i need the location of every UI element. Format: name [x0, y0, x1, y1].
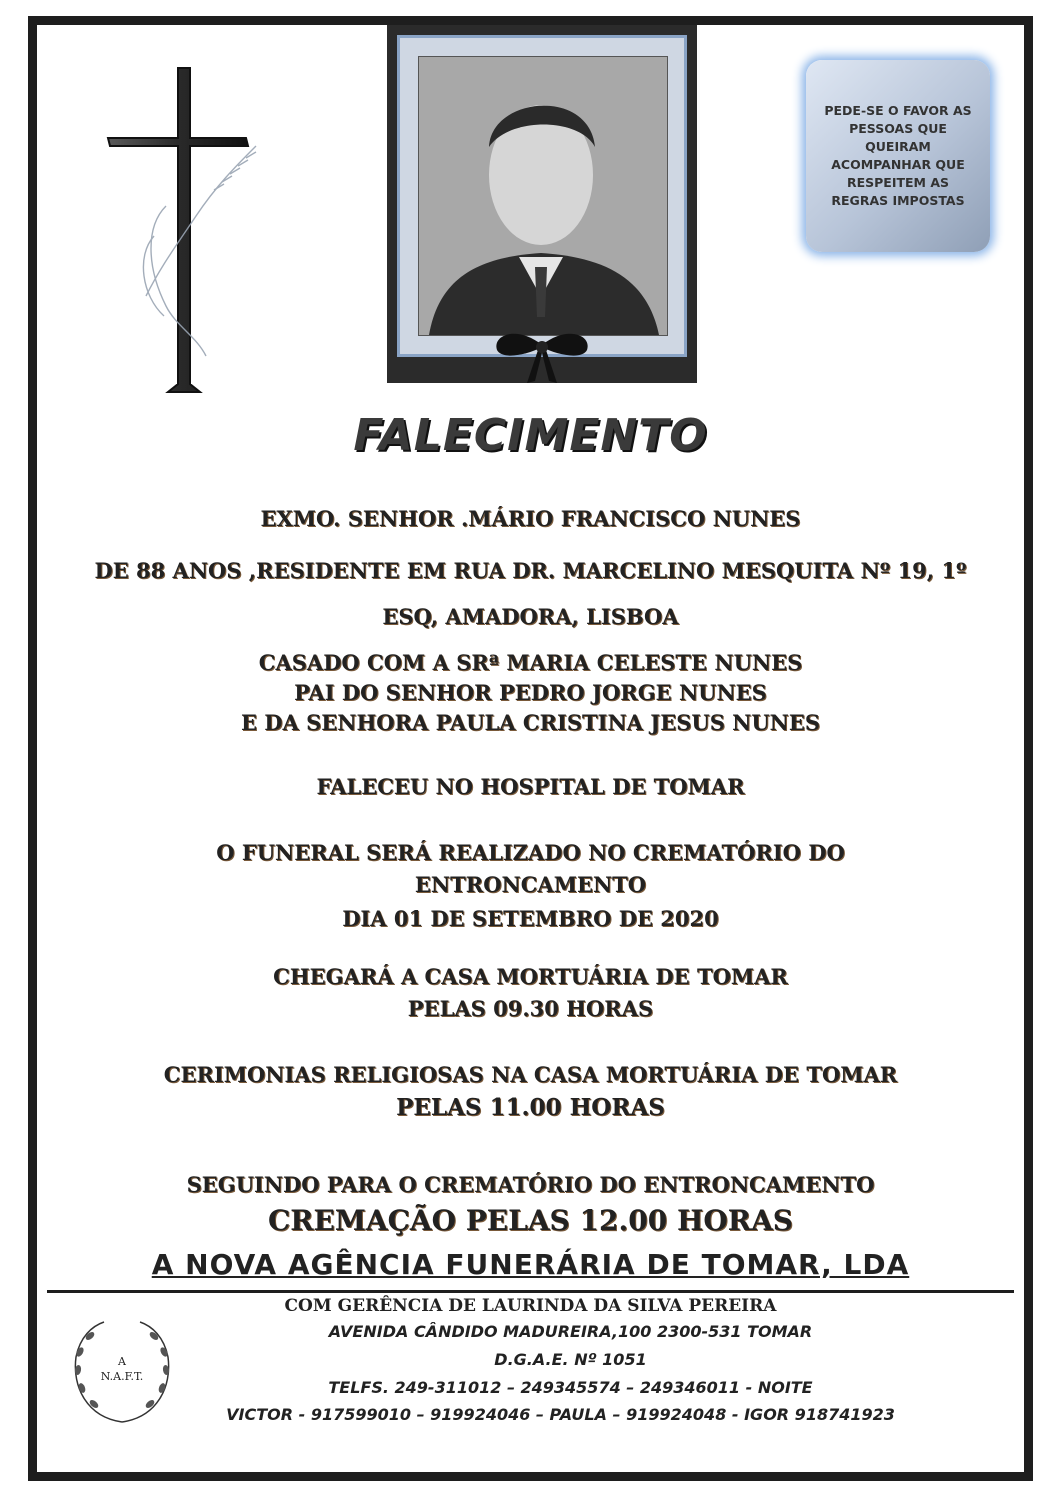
agency-contacts: VICTOR - 917599010 – 919924046 – PAULA – 919924048 - IGOR 918741923 — [226, 1405, 895, 1424]
agency-manager: COM GERÊNCIA DE LAURINDA DA SILVA PEREIRA — [284, 1296, 777, 1316]
agency-phones: TELFS. 249-311012 – 249345574 – 249346011 - NOITE — [328, 1378, 813, 1397]
funeral-line-1: O FUNERAL SERÁ REALIZADO NO CREMATÓRIO DO — [216, 840, 845, 865]
age-residence: DE 88 ANOS ,RESIDENTE EM RUA DR. MARCELINO MESQUITA Nº 19, 1º — [94, 558, 967, 583]
funeral-date: DIA 01 DE SETEMBRO DE 2020 — [342, 906, 719, 931]
notice-box — [806, 60, 990, 252]
footer-divider — [47, 1290, 1014, 1293]
naft-logo-line-2: N.A.F.T. — [100, 1370, 144, 1383]
address-continued: ESQ, AMADORA, LISBOA — [382, 604, 679, 629]
page-title: FALECIMENTO — [353, 410, 708, 461]
father-of-line: PAI DO SENHOR PEDRO JORGE NUNES — [294, 680, 767, 705]
ceremony-line-2: PELAS 11.00 HORAS — [396, 1094, 665, 1121]
arrival-line-2: PELAS 09.30 HORAS — [407, 996, 654, 1021]
portrait-mat — [397, 35, 687, 357]
agency-dgae: D.G.A.E. Nº 1051 — [494, 1350, 647, 1369]
funeral-line-2: ENTRONCAMENTO — [414, 872, 647, 897]
cross-icon — [106, 66, 276, 396]
portrait-frame — [387, 25, 697, 383]
notice-text: PEDE-SE O FAVOR AS PESSOAS QUE QUEIRAM ACOMPANHAR QUE RESPEITEM AS REGRAS IMPOSTAS — [824, 103, 972, 208]
death-place: FALECEU NO HOSPITAL DE TOMAR — [316, 774, 745, 799]
daughter-line: E DA SENHORA PAULA CRISTINA JESUS NUNES — [240, 710, 821, 735]
arrival-line-1: CHEGARÁ A CASA MORTUÁRIA DE TOMAR — [273, 964, 788, 989]
deceased-name: EXMO. SENHOR .MÁRIO FRANCISCO NUNES — [260, 506, 801, 531]
black-ribbon-icon — [487, 325, 597, 385]
agency-address: AVENIDA CÂNDIDO MADUREIRA,100 2300-531 TOMAR — [328, 1322, 813, 1341]
ceremony-line-1: CERIMONIAS RELIGIOSAS NA CASA MORTUÁRIA DE TOMAR — [163, 1062, 898, 1087]
agency-name: A NOVA AGÊNCIA FUNERÁRIA DE TOMAR, LDA — [151, 1248, 910, 1281]
naft-logo-line-1: A — [118, 1355, 126, 1368]
portrait-photo — [418, 56, 668, 336]
person-silhouette — [419, 57, 667, 335]
following-line: SEGUINDO PARA O CREMATÓRIO DO ENTRONCAMENTO — [186, 1172, 875, 1197]
cremation-line: CREMAÇÃO PELAS 12.00 HORAS — [267, 1204, 794, 1237]
spouse-line: CASADO COM A SRª MARIA CELESTE NUNES — [258, 650, 803, 675]
